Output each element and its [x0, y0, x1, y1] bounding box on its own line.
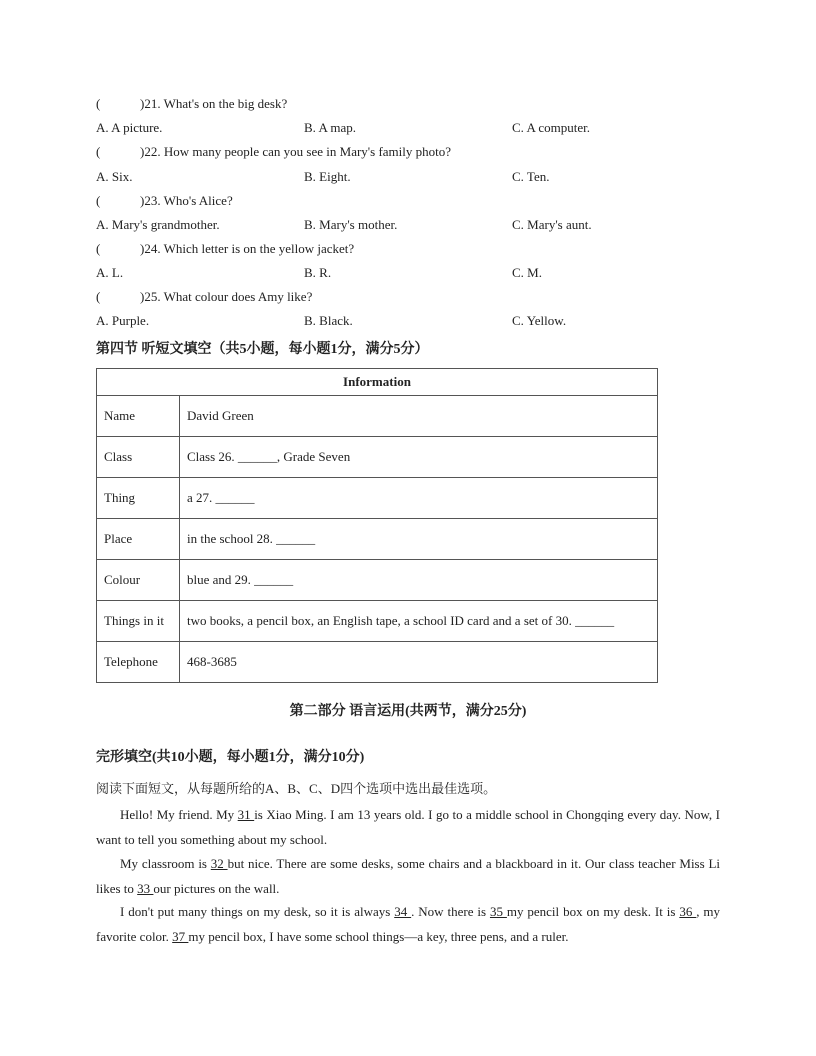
blank-31[interactable]: 31 [237, 807, 255, 822]
paragraph-text: My classroom is [120, 856, 211, 871]
answer-paren[interactable]: ( [96, 193, 101, 208]
option-c: C. Ten. [512, 169, 550, 184]
option-c: C. A computer. [512, 120, 590, 135]
question-prompt: )25. What colour does Amy like? [140, 289, 313, 304]
option-b: B. Eight. [304, 169, 351, 184]
question-25 [96, 287, 736, 307]
row-label: Name [97, 396, 180, 437]
row-label: Telephone [97, 642, 180, 683]
cloze-title: 完形填空(共10小题，每小题1分，满分10分) [96, 750, 365, 765]
row-label: Thing [97, 478, 180, 519]
blank-35[interactable]: 35 [489, 904, 507, 919]
paragraph-text: , my favorite color. [96, 904, 721, 944]
answer-paren[interactable]: ( [96, 144, 101, 159]
paragraph-text: our pictures on the wall. [153, 880, 280, 896]
section4-title: 第四节 听短文填空（共5小题，每小题1分，满分5分） [96, 342, 429, 357]
table-row [97, 560, 658, 601]
blank-34[interactable]: 34 [394, 904, 412, 919]
row-value: David Green [180, 396, 658, 437]
row-value[interactable]: Class 26. ______, Grade Seven [180, 437, 658, 478]
row-value: 468-3685 [180, 642, 658, 683]
blank-36[interactable]: 36 [679, 904, 697, 919]
question-prompt: )24. Which letter is on the yellow jacket? [140, 241, 355, 256]
information-table [96, 368, 658, 683]
option-c: C. Yellow. [512, 313, 567, 328]
question-prompt: )22. How many people can you see in Mary's family photo? [140, 144, 452, 159]
paragraph-text: but nice. There are some desks, some chairs and a blackboard in it. Our class teacher Miss Li likes to [96, 856, 720, 896]
question-prompt: )23. Who's Alice? [140, 193, 233, 208]
options-23 [96, 215, 736, 235]
option-a: A. Mary's grandmother. [96, 217, 220, 232]
cloze-paragraph-3 [96, 900, 720, 949]
paragraph-text: Hello! My friend. My [120, 807, 238, 822]
question-23 [96, 191, 736, 211]
table-row [97, 601, 658, 642]
row-value[interactable]: blue and 29. ______ [180, 560, 658, 601]
table-row [97, 642, 658, 683]
table-row [97, 437, 658, 478]
row-label: Things in it [97, 601, 180, 642]
row-value[interactable]: in the school 28. ______ [180, 519, 658, 560]
cloze-instruction: 阅读下面短文，从每题所给的A、B、C、D四个选项中选出最佳选项。 [96, 781, 497, 796]
option-b: B. Black. [304, 313, 353, 328]
question-21 [96, 94, 736, 114]
option-b: B. R. [304, 265, 332, 280]
table-row [97, 396, 658, 437]
options-25 [96, 311, 736, 331]
row-label: Place [97, 519, 180, 560]
answer-paren[interactable]: ( [96, 96, 101, 111]
answer-paren[interactable]: ( [96, 241, 101, 256]
row-value[interactable]: two books, a pencil box, an English tape, a school ID card and a set of 30. ______ [180, 601, 658, 642]
blank-37[interactable]: 37 [172, 928, 189, 944]
option-a: A. Six. [96, 169, 133, 184]
paragraph-text: . Now there is [411, 904, 490, 919]
paragraph-text: my pencil box on my desk. It is [506, 904, 680, 919]
cloze-paragraph-2 [96, 852, 720, 901]
blank-33[interactable]: 33 [137, 880, 154, 896]
option-a: A. A picture. [96, 120, 163, 135]
paragraph-text: is Xiao Ming. I am 13 years old. I go to a middle school in Chongqing every day. Now, I want to tell you something about my school. [96, 807, 720, 847]
options-24 [96, 263, 736, 283]
paragraph-text: my pencil box, I have some school things—a key, three pens, and a ruler. [188, 928, 569, 944]
question-22 [96, 142, 736, 162]
question-prompt: )21. What's on the big desk? [140, 96, 288, 111]
option-b: B. Mary's mother. [304, 217, 398, 232]
options-21 [96, 118, 736, 138]
table-row [97, 478, 658, 519]
row-label: Class [97, 437, 180, 478]
option-a: A. L. [96, 265, 124, 280]
answer-paren[interactable]: ( [96, 289, 101, 304]
option-b: B. A map. [304, 120, 357, 135]
options-22 [96, 167, 736, 187]
cloze-paragraph-1 [96, 803, 720, 852]
blank-32[interactable]: 32 [210, 856, 228, 871]
part2-title: 第二部分 语言运用(共两节，满分25分) [289, 704, 527, 719]
row-label: Colour [97, 560, 180, 601]
table-row [97, 519, 658, 560]
question-24 [96, 239, 736, 259]
row-value[interactable]: a 27. ______ [180, 478, 658, 519]
option-a: A. Purple. [96, 313, 150, 328]
paragraph-text: I don't put many things on my desk, so it is always [120, 904, 395, 919]
option-c: C. M. [512, 265, 542, 280]
option-c: C. Mary's aunt. [512, 217, 592, 232]
table-header-row [97, 369, 658, 396]
table-header: Information [97, 369, 658, 396]
